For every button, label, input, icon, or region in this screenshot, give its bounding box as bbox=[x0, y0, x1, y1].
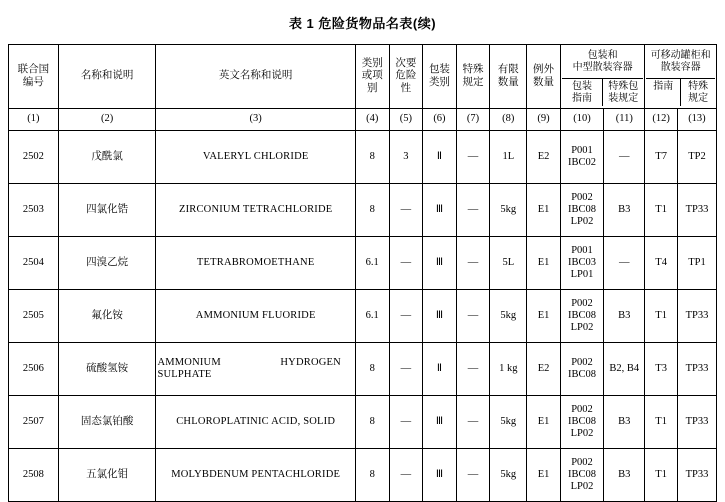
cell-sub-risk: — bbox=[389, 290, 423, 343]
header-name-en: 英文名称和说明 bbox=[156, 45, 355, 109]
colnum-8: (8) bbox=[490, 109, 527, 131]
cell-tank-instruction: T3 bbox=[645, 343, 678, 396]
dangerous-goods-table bbox=[8, 44, 717, 502]
cell-name-en: AMMONIUM HYDROGEN SULPHATE bbox=[156, 343, 355, 396]
cell-limited-qty: 5kg bbox=[490, 396, 527, 449]
cell-packing-instruction: P001 IBC03 LP01 bbox=[560, 237, 603, 290]
header-name-cn: 名称和说明 bbox=[58, 45, 156, 109]
cell-limited-qty: 5kg bbox=[490, 184, 527, 237]
cell-pack-group: Ⅲ bbox=[423, 449, 457, 502]
cell-tank-instruction: T1 bbox=[645, 184, 678, 237]
table-row bbox=[9, 396, 717, 449]
cell-excepted-qty: E1 bbox=[527, 237, 561, 290]
cell-name-cn: 氟化铵 bbox=[58, 290, 156, 343]
cell-limited-qty: 5kg bbox=[490, 449, 527, 502]
cell-excepted-qty: E1 bbox=[527, 396, 561, 449]
cell-class: 6.1 bbox=[355, 237, 389, 290]
cell-name-cn: 硫酸氢铵 bbox=[58, 343, 156, 396]
colnum-10: (10) bbox=[560, 109, 603, 131]
colnum-3: (3) bbox=[156, 109, 355, 131]
cell-pack-group: Ⅱ bbox=[423, 343, 457, 396]
cell-tank-instruction: T1 bbox=[645, 396, 678, 449]
cell-un-number: 2503 bbox=[9, 184, 59, 237]
cell-un-number: 2505 bbox=[9, 290, 59, 343]
cell-class: 6.1 bbox=[355, 290, 389, 343]
table-header-row bbox=[9, 45, 717, 109]
cell-pack-group: Ⅲ bbox=[423, 237, 457, 290]
document-page bbox=[0, 13, 725, 492]
cell-un-number: 2504 bbox=[9, 237, 59, 290]
colnum-6: (6) bbox=[423, 109, 457, 131]
table-row bbox=[9, 184, 717, 237]
cell-sub-risk: — bbox=[389, 343, 423, 396]
colnum-5: (5) bbox=[389, 109, 423, 131]
cell-special-provisions: — bbox=[456, 290, 490, 343]
cell-pack-group: Ⅲ bbox=[423, 396, 457, 449]
cell-packing-special: — bbox=[604, 237, 645, 290]
cell-un-number: 2502 bbox=[9, 131, 59, 184]
header-limited-qty: 有限 数量 bbox=[490, 45, 527, 109]
cell-sub-risk: — bbox=[389, 184, 423, 237]
cell-tank-special: TP1 bbox=[677, 237, 716, 290]
header-portable-tank: 可移动罐柜和 散装容器 指南 特殊 规定 bbox=[645, 45, 717, 109]
cell-tank-special: TP33 bbox=[677, 343, 716, 396]
cell-special-provisions: — bbox=[456, 449, 490, 502]
cell-packing-instruction: P002 IBC08 LP02 bbox=[560, 290, 603, 343]
header-excepted-qty: 例外 数量 bbox=[527, 45, 561, 109]
cell-tank-special: TP33 bbox=[677, 184, 716, 237]
cell-name-en: AMMONIUM FLUORIDE bbox=[156, 290, 355, 343]
header-packing-ibc: 包装和 中型散装容器 包装 指南 特殊包 装规定 bbox=[560, 45, 645, 109]
header-sub-risk: 次要 危险性 bbox=[389, 45, 423, 109]
cell-excepted-qty: E1 bbox=[527, 184, 561, 237]
cell-packing-instruction: P002 IBC08 LP02 bbox=[560, 184, 603, 237]
cell-packing-instruction: P002 IBC08 LP02 bbox=[560, 396, 603, 449]
colnum-2: (2) bbox=[58, 109, 156, 131]
colnum-1: (1) bbox=[9, 109, 59, 131]
cell-un-number: 2506 bbox=[9, 343, 59, 396]
cell-tank-special: TP33 bbox=[677, 290, 716, 343]
cell-name-en: ZIRCONIUM TETRACHLORIDE bbox=[156, 184, 355, 237]
cell-limited-qty: 1 kg bbox=[490, 343, 527, 396]
cell-special-provisions: — bbox=[456, 396, 490, 449]
cell-special-provisions: — bbox=[456, 237, 490, 290]
colnum-11: (11) bbox=[604, 109, 645, 131]
header-packing-instruction: 包装 指南 bbox=[571, 81, 592, 104]
cell-name-cn: 固态氯铂酸 bbox=[58, 396, 156, 449]
cell-class: 8 bbox=[355, 343, 389, 396]
cell-tank-special: TP2 bbox=[677, 131, 716, 184]
cell-un-number: 2507 bbox=[9, 396, 59, 449]
table-row bbox=[9, 131, 717, 184]
colnum-9: (9) bbox=[527, 109, 561, 131]
cell-packing-instruction: P002 IBC08 bbox=[560, 343, 603, 396]
header-tank-special: 特殊 规定 bbox=[680, 79, 715, 106]
cell-special-provisions: — bbox=[456, 343, 490, 396]
cell-packing-instruction: P001 IBC02 bbox=[560, 131, 603, 184]
cell-tank-instruction: T1 bbox=[645, 449, 678, 502]
cell-sub-risk: 3 bbox=[389, 131, 423, 184]
cell-packing-special: B3 bbox=[604, 396, 645, 449]
cell-class: 8 bbox=[355, 131, 389, 184]
colnum-4: (4) bbox=[355, 109, 389, 131]
cell-tank-instruction: T4 bbox=[645, 237, 678, 290]
cell-excepted-qty: E2 bbox=[527, 343, 561, 396]
cell-class: 8 bbox=[355, 184, 389, 237]
cell-name-en: VALERYL CHLORIDE bbox=[156, 131, 355, 184]
cell-name-cn: 戊酰氯 bbox=[58, 131, 156, 184]
cell-excepted-qty: E1 bbox=[527, 290, 561, 343]
table-row bbox=[9, 343, 717, 396]
cell-name-cn: 四氯化锆 bbox=[58, 184, 156, 237]
cell-name-cn: 五氯化钼 bbox=[58, 449, 156, 502]
header-pack-group: 包装 类别 bbox=[423, 45, 457, 109]
cell-sub-risk: — bbox=[389, 237, 423, 290]
cell-special-provisions: — bbox=[456, 184, 490, 237]
cell-packing-instruction: P002 IBC08 LP02 bbox=[560, 449, 603, 502]
header-special-provisions: 特殊 规定 bbox=[456, 45, 490, 109]
cell-tank-instruction: T7 bbox=[645, 131, 678, 184]
cell-packing-special: B3 bbox=[604, 184, 645, 237]
colnum-7: (7) bbox=[456, 109, 490, 131]
cell-packing-special: B3 bbox=[604, 290, 645, 343]
cell-tank-special: TP33 bbox=[677, 449, 716, 502]
header-class: 类别 或项别 bbox=[355, 45, 389, 109]
table-row bbox=[9, 290, 717, 343]
colnum-12: (12) bbox=[645, 109, 678, 131]
cell-packing-special: B2, B4 bbox=[604, 343, 645, 396]
cell-packing-special: — bbox=[604, 131, 645, 184]
table-row bbox=[9, 237, 717, 290]
column-number-row bbox=[9, 109, 717, 131]
cell-excepted-qty: E2 bbox=[527, 131, 561, 184]
header-packing-special: 特殊包 装规定 bbox=[602, 79, 643, 106]
cell-pack-group: Ⅲ bbox=[423, 184, 457, 237]
cell-pack-group: Ⅱ bbox=[423, 131, 457, 184]
cell-packing-special: B3 bbox=[604, 449, 645, 502]
cell-name-en: CHLOROPLATINIC ACID, SOLID bbox=[156, 396, 355, 449]
cell-tank-instruction: T1 bbox=[645, 290, 678, 343]
cell-name-cn: 四溴乙烷 bbox=[58, 237, 156, 290]
cell-sub-risk: — bbox=[389, 396, 423, 449]
table-body bbox=[9, 131, 717, 502]
cell-class: 8 bbox=[355, 396, 389, 449]
cell-pack-group: Ⅲ bbox=[423, 290, 457, 343]
cell-un-number: 2508 bbox=[9, 449, 59, 502]
cell-limited-qty: 5L bbox=[490, 237, 527, 290]
table-row bbox=[9, 449, 717, 502]
cell-special-provisions: — bbox=[456, 131, 490, 184]
cell-name-en: MOLYBDENUM PENTACHLORIDE bbox=[156, 449, 355, 502]
cell-sub-risk: — bbox=[389, 449, 423, 502]
header-tank-instruction: 指南 bbox=[653, 81, 674, 92]
cell-tank-special: TP33 bbox=[677, 396, 716, 449]
colnum-13: (13) bbox=[677, 109, 716, 131]
header-un-number: 联合国 编号 bbox=[9, 45, 59, 109]
cell-limited-qty: 1L bbox=[490, 131, 527, 184]
cell-class: 8 bbox=[355, 449, 389, 502]
cell-limited-qty: 5kg bbox=[490, 290, 527, 343]
cell-excepted-qty: E1 bbox=[527, 449, 561, 502]
page-title: 表 1 危险货物品名表(续) bbox=[288, 16, 437, 31]
cell-name-en: TETRABROMOETHANE bbox=[156, 237, 355, 290]
